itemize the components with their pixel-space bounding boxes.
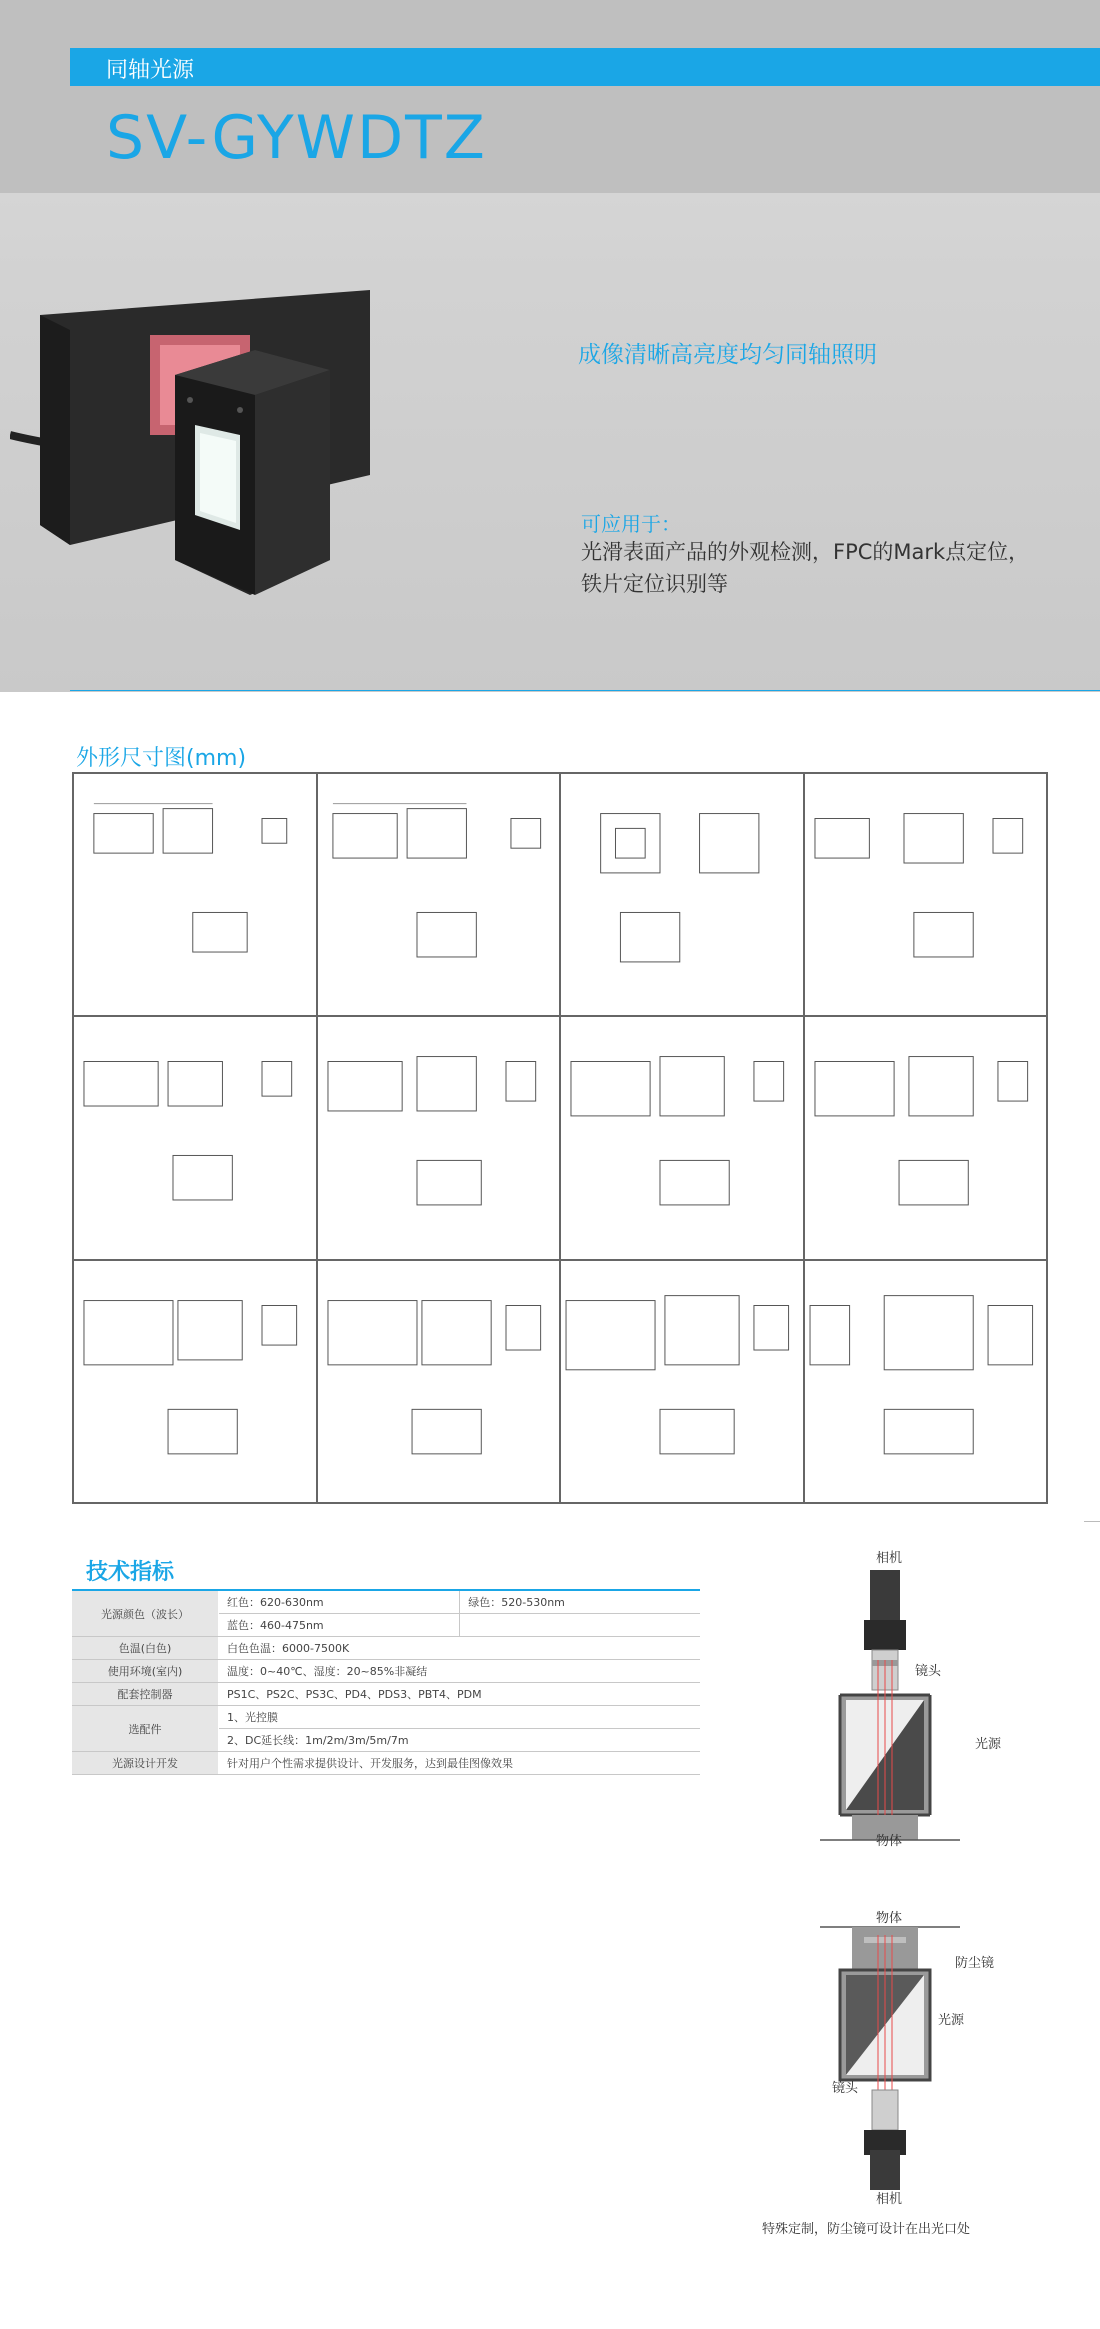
dimension-drawing bbox=[317, 1016, 561, 1259]
dimensions-title: 外形尺寸图(mm) bbox=[76, 746, 247, 771]
label-lens: 镜头 bbox=[915, 1664, 942, 1679]
spec-label: 使用环境(室内) bbox=[72, 1660, 219, 1683]
dimension-drawing bbox=[804, 1260, 1048, 1503]
specs-title: 技术指标 bbox=[86, 1560, 175, 1585]
dimension-drawing bbox=[804, 773, 1048, 1016]
custom-note: 特殊定制，防尘镜可设计在出光口处 bbox=[762, 2222, 971, 2237]
spec-value: 白色色温：6000-7500K bbox=[219, 1637, 701, 1660]
label-light: 光源 bbox=[975, 1737, 1002, 1752]
label-light: 光源 bbox=[938, 2013, 965, 2028]
model-title: SV-GYWDTZ bbox=[106, 103, 487, 173]
spec-label: 色温(白色) bbox=[72, 1637, 219, 1660]
dimension-drawing bbox=[73, 773, 317, 1016]
dimension-drawing bbox=[73, 1260, 317, 1503]
table-row bbox=[72, 1752, 700, 1775]
coaxial-diagram-top bbox=[780, 1560, 960, 1850]
hero-divider bbox=[70, 690, 1100, 691]
dimension-drawing bbox=[560, 1016, 804, 1259]
spec-value: 1、光控膜 bbox=[219, 1706, 701, 1729]
spec-label: 配套控制器 bbox=[72, 1683, 219, 1706]
label-camera: 相机 bbox=[876, 1551, 903, 1566]
table-row bbox=[72, 1683, 700, 1706]
dimension-drawing bbox=[560, 1260, 804, 1503]
application-text: 光滑表面产品的外观检测，FPC的Mark点定位，铁片定位识别等 bbox=[581, 540, 1030, 596]
divider-tick bbox=[1084, 1521, 1100, 1522]
product-photo bbox=[10, 275, 510, 635]
dimension-drawing bbox=[317, 773, 561, 1016]
spec-value bbox=[460, 1614, 700, 1637]
tagline: 成像清晰高亮度均匀同轴照明 bbox=[578, 342, 877, 368]
spec-label: 光源颜色（波长） bbox=[72, 1590, 219, 1637]
spec-value: PS1C、PS2C、PS3C、PD4、PDS3、PBT4、PDM bbox=[219, 1683, 701, 1706]
application-title: 可应用于： bbox=[581, 512, 681, 536]
label-object: 物体 bbox=[876, 1911, 903, 1926]
coaxial-diagram-bottom bbox=[780, 1915, 960, 2195]
spec-value: 蓝色：460-475nm bbox=[219, 1614, 460, 1637]
table-row bbox=[72, 1706, 700, 1729]
category-bar bbox=[70, 48, 1100, 86]
label-camera: 相机 bbox=[876, 2192, 903, 2207]
spec-value: 温度：0~40℃、湿度：20~85%非凝结 bbox=[219, 1660, 701, 1683]
spec-value: 绿色：520-530nm bbox=[460, 1590, 700, 1614]
spec-label: 光源设计开发 bbox=[72, 1752, 219, 1775]
label-dust-glass: 防尘镜 bbox=[955, 1956, 995, 1971]
spec-value: 2、DC延长线：1m/2m/3m/5m/7m bbox=[219, 1729, 701, 1752]
label-lens: 镜头 bbox=[832, 2081, 859, 2096]
spec-label: 选配件 bbox=[72, 1706, 219, 1752]
dimension-drawing bbox=[317, 1260, 561, 1503]
table-row bbox=[72, 1590, 700, 1614]
dimension-drawings-grid bbox=[72, 772, 1048, 1504]
category-label: 同轴光源 bbox=[106, 58, 195, 83]
specs-table bbox=[72, 1589, 700, 1775]
dimension-drawing bbox=[560, 773, 804, 1016]
spec-value: 针对用户个性需求提供设计、开发服务，达到最佳图像效果 bbox=[219, 1752, 701, 1775]
table-row bbox=[72, 1660, 700, 1683]
spec-value: 红色：620-630nm bbox=[219, 1590, 460, 1614]
label-object: 物体 bbox=[876, 1834, 903, 1849]
dimension-drawing bbox=[804, 1016, 1048, 1259]
table-row bbox=[72, 1637, 700, 1660]
dimension-drawing bbox=[73, 1016, 317, 1259]
